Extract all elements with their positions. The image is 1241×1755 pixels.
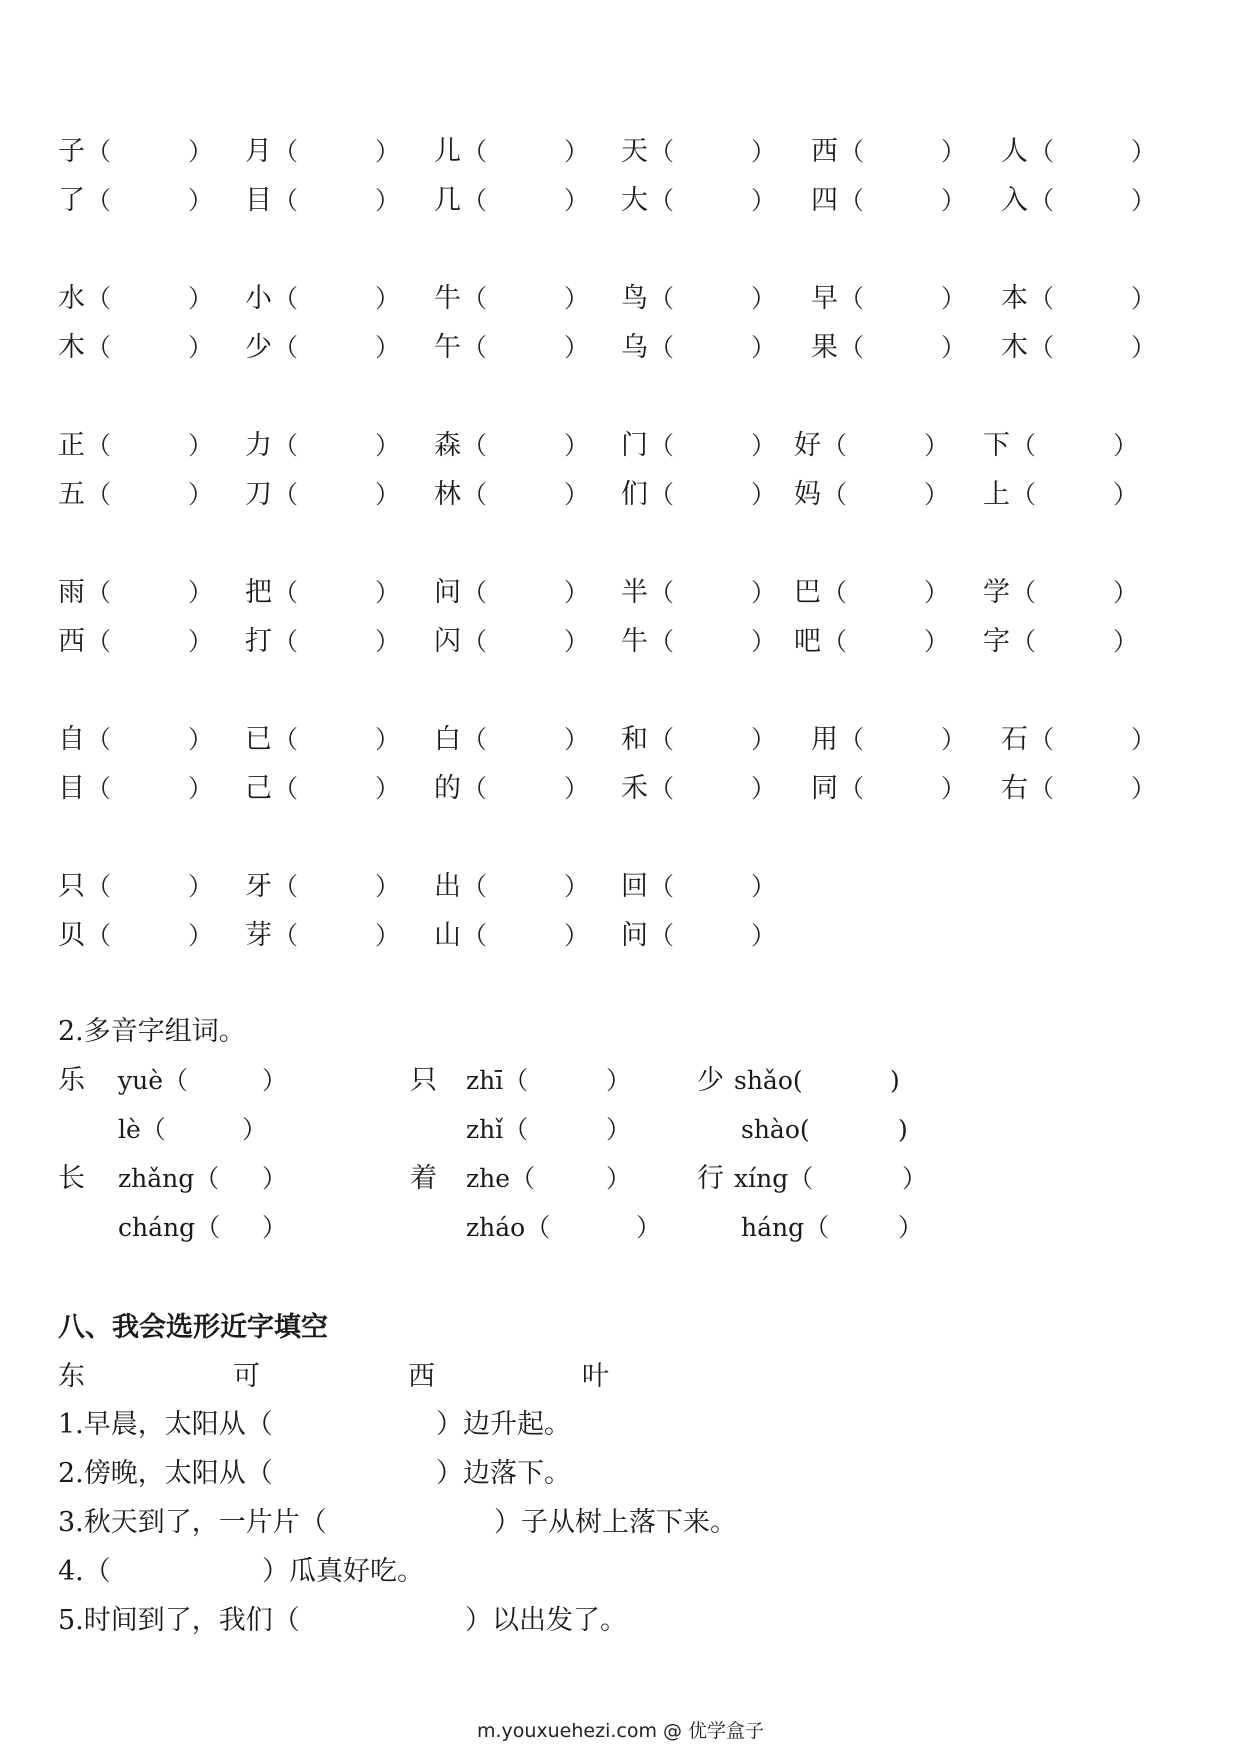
- answer-paren-close: ）: [1113, 627, 1139, 656]
- answer-paren-close: ）: [1113, 480, 1139, 509]
- answer-paren-close: ）: [924, 578, 950, 607]
- char-cell: 乌: [621, 332, 648, 363]
- answer-paren-close: ）: [188, 921, 214, 950]
- answer-paren-close: ）: [1131, 137, 1157, 166]
- answer-paren-close: ）: [751, 137, 777, 166]
- answer-paren-open: （: [462, 774, 488, 803]
- char-cell: 和: [621, 724, 648, 755]
- answer-paren-open: （: [86, 627, 112, 656]
- answer-paren-close: ）: [1131, 725, 1157, 754]
- answer-paren-close: ）: [751, 725, 777, 754]
- char-cell: 闪: [434, 626, 461, 657]
- char-cell: 林: [434, 479, 461, 510]
- answer-paren-close: ）: [188, 333, 214, 362]
- char-cell: 同: [811, 773, 838, 804]
- answer-paren-close: ）: [564, 725, 590, 754]
- polyphone-reading: zhǐ（: [466, 1115, 529, 1144]
- answer-paren-open: （: [273, 186, 299, 215]
- sentence-after: ）以出发了。: [465, 1605, 627, 1636]
- answer-paren-close: ）: [751, 921, 777, 950]
- char-cell: 白: [434, 724, 461, 755]
- char-cell: 右: [1001, 773, 1028, 804]
- polyphone-close-paren: ）: [606, 1066, 632, 1095]
- answer-paren-open: （: [839, 774, 865, 803]
- answer-paren-open: （: [273, 627, 299, 656]
- polyphone-reading: shào(: [741, 1115, 810, 1144]
- char-cell: 小: [245, 283, 272, 314]
- answer-paren-close: ）: [751, 578, 777, 607]
- answer-paren-close: ）: [941, 333, 967, 362]
- option-char: 西: [408, 1361, 435, 1392]
- polyphone-close-paren: ）: [262, 1213, 288, 1242]
- polyphone-close-paren: ）: [606, 1164, 632, 1193]
- answer-paren-close: ）: [375, 333, 401, 362]
- answer-paren-close: ）: [188, 627, 214, 656]
- char-cell: 山: [434, 920, 461, 951]
- answer-paren-close: ）: [564, 333, 590, 362]
- section-title: 八、我会选形近字填空: [58, 1312, 328, 1343]
- answer-paren-close: ）: [941, 774, 967, 803]
- sentence-after: ）瓜真好吃。: [262, 1556, 424, 1587]
- char-cell: 了: [58, 185, 85, 216]
- polyphone-char: 行: [697, 1163, 724, 1194]
- polyphone-reading: zhe（: [466, 1164, 536, 1193]
- answer-paren-open: （: [273, 480, 299, 509]
- char-cell: 自: [58, 724, 85, 755]
- answer-paren-close: ）: [188, 872, 214, 901]
- char-cell: 用: [811, 724, 838, 755]
- answer-paren-open: （: [86, 137, 112, 166]
- char-cell: 下: [983, 430, 1010, 461]
- answer-paren-open: （: [1011, 480, 1037, 509]
- char-cell: 把: [245, 577, 272, 608]
- polyphone-reading: yuè（: [118, 1066, 189, 1095]
- char-cell: 子: [58, 136, 85, 167]
- char-cell: 木: [1001, 332, 1028, 363]
- answer-paren-open: （: [839, 725, 865, 754]
- polyphone-reading: cháng（: [118, 1213, 221, 1242]
- answer-paren-close: ）: [751, 774, 777, 803]
- answer-paren-open: （: [86, 774, 112, 803]
- char-cell: 刀: [245, 479, 272, 510]
- answer-paren-close: ）: [751, 627, 777, 656]
- answer-paren-open: （: [649, 921, 675, 950]
- answer-paren-close: ）: [375, 284, 401, 313]
- char-cell: 木: [58, 332, 85, 363]
- char-cell: 目: [58, 773, 85, 804]
- sentence-before: 4.（: [58, 1556, 111, 1587]
- answer-paren-open: （: [649, 480, 675, 509]
- answer-paren-open: （: [1029, 333, 1055, 362]
- answer-paren-open: （: [1029, 137, 1055, 166]
- answer-paren-close: ）: [375, 578, 401, 607]
- char-cell: 人: [1001, 136, 1028, 167]
- char-cell: 问: [434, 577, 461, 608]
- answer-paren-close: ）: [375, 872, 401, 901]
- answer-paren-close: ）: [188, 774, 214, 803]
- answer-paren-open: （: [273, 137, 299, 166]
- answer-paren-open: （: [86, 872, 112, 901]
- polyphone-close-paren: ）: [636, 1213, 662, 1242]
- char-cell: 芽: [245, 920, 272, 951]
- sentence-after: ）子从树上落下来。: [494, 1507, 737, 1538]
- char-cell: 已: [245, 724, 272, 755]
- char-cell: 五: [58, 479, 85, 510]
- answer-paren-open: （: [839, 137, 865, 166]
- answer-paren-close: ）: [188, 725, 214, 754]
- option-char: 可: [233, 1361, 260, 1392]
- answer-paren-open: （: [649, 774, 675, 803]
- char-cell: 问: [621, 920, 648, 951]
- char-cell: 果: [811, 332, 838, 363]
- answer-paren-close: ）: [564, 186, 590, 215]
- answer-paren-close: ）: [751, 333, 777, 362]
- answer-paren-open: （: [462, 333, 488, 362]
- answer-paren-open: （: [462, 186, 488, 215]
- answer-paren-close: ）: [375, 137, 401, 166]
- polyphone-reading: lè（: [118, 1115, 166, 1144]
- answer-paren-close: ）: [751, 284, 777, 313]
- polyphone-close-paren: ）: [902, 1164, 928, 1193]
- polyphone-char: 少: [697, 1065, 724, 1096]
- answer-paren-open: （: [1029, 284, 1055, 313]
- answer-paren-open: （: [462, 137, 488, 166]
- sentence-after: ）边升起。: [436, 1409, 571, 1440]
- answer-paren-close: ）: [188, 480, 214, 509]
- char-cell: 牙: [245, 871, 272, 902]
- sentence-before: 1.早晨，太阳从（: [58, 1409, 273, 1440]
- char-cell: 出: [434, 871, 461, 902]
- answer-paren-close: ）: [188, 284, 214, 313]
- char-cell: 水: [58, 283, 85, 314]
- answer-paren-close: ）: [1113, 431, 1139, 460]
- answer-paren-open: （: [649, 725, 675, 754]
- polyphone-reading: zháo（: [466, 1213, 551, 1242]
- char-cell: 入: [1001, 185, 1028, 216]
- answer-paren-open: （: [822, 578, 848, 607]
- polyphone-close-paren: ）: [262, 1164, 288, 1193]
- answer-paren-open: （: [649, 627, 675, 656]
- answer-paren-open: （: [649, 186, 675, 215]
- char-cell: 森: [434, 430, 461, 461]
- answer-paren-open: （: [86, 480, 112, 509]
- answer-paren-close: ）: [375, 725, 401, 754]
- answer-paren-open: （: [839, 186, 865, 215]
- polyphone-reading: zhī（: [466, 1066, 529, 1095]
- char-cell: 上: [983, 479, 1010, 510]
- char-cell: 们: [621, 479, 648, 510]
- answer-paren-open: （: [649, 431, 675, 460]
- polyphone-char: 长: [58, 1163, 85, 1194]
- answer-paren-open: （: [86, 333, 112, 362]
- answer-paren-close: ）: [564, 872, 590, 901]
- polyphone-heading: 2.多音字组词。: [58, 1016, 246, 1047]
- polyphone-reading: zhǎng（: [118, 1164, 220, 1193]
- char-cell: 牛: [621, 626, 648, 657]
- char-cell: 午: [434, 332, 461, 363]
- answer-paren-open: （: [462, 921, 488, 950]
- answer-paren-close: ）: [564, 431, 590, 460]
- answer-paren-open: （: [273, 872, 299, 901]
- answer-paren-open: （: [273, 921, 299, 950]
- char-cell: 西: [58, 626, 85, 657]
- answer-paren-open: （: [1029, 774, 1055, 803]
- char-cell: 好: [794, 430, 821, 461]
- answer-paren-close: ）: [751, 431, 777, 460]
- char-cell: 门: [621, 430, 648, 461]
- polyphone-close-paren: ）: [262, 1066, 288, 1095]
- answer-paren-open: （: [649, 137, 675, 166]
- char-cell: 少: [245, 332, 272, 363]
- char-cell: 力: [245, 430, 272, 461]
- answer-paren-close: ）: [375, 186, 401, 215]
- char-cell: 学: [983, 577, 1010, 608]
- answer-paren-close: ）: [188, 431, 214, 460]
- polyphone-close-paren: ）: [242, 1115, 268, 1144]
- char-cell: 月: [245, 136, 272, 167]
- answer-paren-close: ）: [564, 137, 590, 166]
- polyphone-reading: háng（: [741, 1213, 830, 1242]
- answer-paren-close: ）: [941, 186, 967, 215]
- answer-paren-close: ）: [924, 431, 950, 460]
- answer-paren-open: （: [649, 333, 675, 362]
- answer-paren-open: （: [273, 578, 299, 607]
- answer-paren-open: （: [462, 725, 488, 754]
- answer-paren-open: （: [462, 872, 488, 901]
- char-cell: 早: [811, 283, 838, 314]
- char-cell: 半: [621, 577, 648, 608]
- answer-paren-open: （: [1029, 725, 1055, 754]
- answer-paren-open: （: [273, 774, 299, 803]
- answer-paren-open: （: [462, 480, 488, 509]
- char-cell: 正: [58, 430, 85, 461]
- char-cell: 吧: [794, 626, 821, 657]
- answer-paren-open: （: [1011, 627, 1037, 656]
- footer-watermark[interactable]: m.youxuehezi.com @ 优学盒子: [476, 1720, 765, 1742]
- char-cell: 鸟: [621, 283, 648, 314]
- answer-paren-close: ）: [1131, 186, 1157, 215]
- answer-paren-open: （: [649, 284, 675, 313]
- char-cell: 巴: [794, 577, 821, 608]
- answer-paren-open: （: [822, 627, 848, 656]
- answer-paren-open: （: [86, 431, 112, 460]
- polyphone-char: 只: [410, 1065, 437, 1096]
- char-cell: 石: [1001, 724, 1028, 755]
- answer-paren-close: ）: [375, 627, 401, 656]
- char-cell: 的: [434, 773, 461, 804]
- char-cell: 妈: [794, 479, 821, 510]
- char-cell: 牛: [434, 283, 461, 314]
- answer-paren-close: ）: [375, 431, 401, 460]
- answer-paren-close: ）: [188, 578, 214, 607]
- answer-paren-open: （: [462, 284, 488, 313]
- answer-paren-open: （: [86, 284, 112, 313]
- answer-paren-close: ）: [751, 186, 777, 215]
- answer-paren-close: ）: [564, 627, 590, 656]
- answer-paren-close: ）: [375, 921, 401, 950]
- char-cell: 四: [811, 185, 838, 216]
- answer-paren-open: （: [273, 284, 299, 313]
- answer-paren-open: （: [822, 480, 848, 509]
- option-char: 东: [58, 1361, 85, 1392]
- answer-paren-open: （: [1011, 578, 1037, 607]
- answer-paren-close: ）: [1131, 333, 1157, 362]
- answer-paren-close: ）: [188, 186, 214, 215]
- answer-paren-open: （: [839, 284, 865, 313]
- answer-paren-open: （: [86, 186, 112, 215]
- answer-paren-close: ）: [924, 627, 950, 656]
- answer-paren-close: ）: [924, 480, 950, 509]
- sentence-before: 5.时间到了，我们（: [58, 1605, 300, 1636]
- polyphone-reading: shǎo(: [734, 1066, 803, 1095]
- answer-paren-open: （: [649, 578, 675, 607]
- answer-paren-close: ）: [564, 578, 590, 607]
- answer-paren-open: （: [462, 431, 488, 460]
- char-cell: 大: [621, 185, 648, 216]
- answer-paren-open: （: [1011, 431, 1037, 460]
- char-cell: 儿: [434, 136, 461, 167]
- polyphone-close-paren: ）: [606, 1115, 632, 1144]
- sentence-before: 3.秋天到了，一片片（: [58, 1507, 327, 1538]
- answer-paren-open: （: [822, 431, 848, 460]
- answer-paren-close: ）: [1113, 578, 1139, 607]
- answer-paren-close: ）: [751, 872, 777, 901]
- answer-paren-open: （: [462, 578, 488, 607]
- answer-paren-close: ）: [564, 284, 590, 313]
- char-cell: 几: [434, 185, 461, 216]
- char-cell: 西: [811, 136, 838, 167]
- char-cell: 禾: [621, 773, 648, 804]
- answer-paren-close: ）: [941, 725, 967, 754]
- polyphone-reading: xíng（: [734, 1164, 814, 1193]
- polyphone-close-paren: ): [890, 1066, 900, 1095]
- char-cell: 己: [245, 773, 272, 804]
- answer-paren-open: （: [273, 431, 299, 460]
- answer-paren-open: （: [273, 725, 299, 754]
- char-cell: 打: [245, 626, 272, 657]
- polyphone-char: 乐: [58, 1065, 85, 1096]
- answer-paren-close: ）: [564, 480, 590, 509]
- sentence-before: 2.傍晚，太阳从（: [58, 1458, 273, 1489]
- polyphone-char: 着: [410, 1163, 437, 1194]
- char-cell: 雨: [58, 577, 85, 608]
- answer-paren-open: （: [86, 921, 112, 950]
- answer-paren-close: ）: [375, 774, 401, 803]
- polyphone-close-paren: ）: [898, 1213, 924, 1242]
- answer-paren-close: ）: [941, 137, 967, 166]
- answer-paren-open: （: [86, 725, 112, 754]
- answer-paren-open: （: [86, 578, 112, 607]
- answer-paren-open: （: [273, 333, 299, 362]
- char-cell: 目: [245, 185, 272, 216]
- char-cell: 贝: [58, 920, 85, 951]
- answer-paren-close: ）: [941, 284, 967, 313]
- answer-paren-close: ）: [1131, 774, 1157, 803]
- polyphone-close-paren: ): [898, 1115, 908, 1144]
- char-cell: 天: [621, 136, 648, 167]
- answer-paren-close: ）: [564, 921, 590, 950]
- answer-paren-open: （: [1029, 186, 1055, 215]
- option-char: 叶: [582, 1361, 609, 1392]
- answer-paren-close: ）: [564, 774, 590, 803]
- answer-paren-close: ）: [1131, 284, 1157, 313]
- answer-paren-open: （: [649, 872, 675, 901]
- answer-paren-open: （: [839, 333, 865, 362]
- answer-paren-open: （: [462, 627, 488, 656]
- sentence-after: ）边落下。: [436, 1458, 571, 1489]
- answer-paren-close: ）: [188, 137, 214, 166]
- char-cell: 本: [1001, 283, 1028, 314]
- answer-paren-close: ）: [375, 480, 401, 509]
- answer-paren-close: ）: [751, 480, 777, 509]
- char-cell: 回: [621, 871, 648, 902]
- char-cell: 只: [58, 871, 85, 902]
- char-cell: 字: [983, 626, 1010, 657]
